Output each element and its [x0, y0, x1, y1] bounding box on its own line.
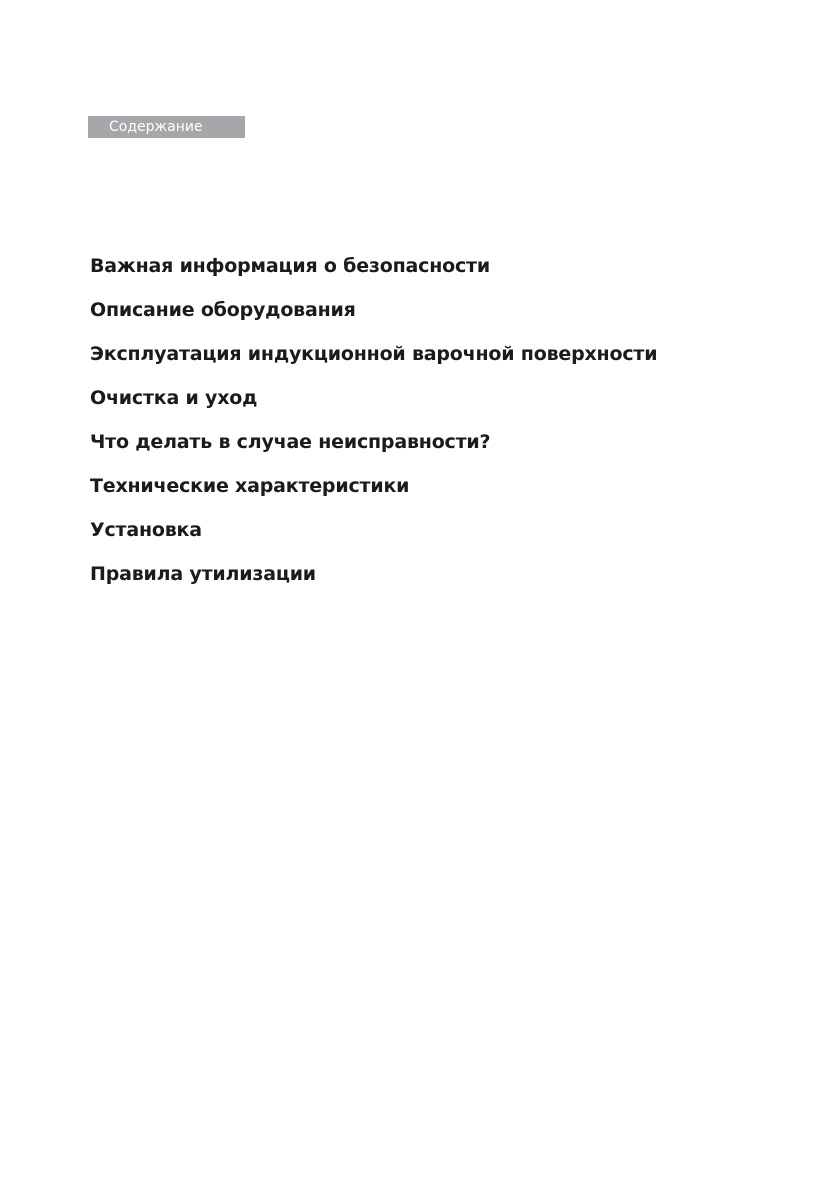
toc-item-installation[interactable]: Установка: [90, 519, 202, 541]
table-of-contents: [90, 252, 657, 604]
toc-item-equipment-description[interactable]: Описание оборудования: [90, 299, 356, 321]
toc-item-cleaning[interactable]: Очистка и уход: [90, 387, 258, 409]
toc-item-disposal[interactable]: Правила утилизации: [90, 563, 316, 585]
toc-item-safety[interactable]: Важная информация о безопасности: [90, 255, 490, 277]
section-tab-label: Содержание: [109, 119, 203, 135]
toc-item-specifications[interactable]: Технические характеристики: [90, 475, 410, 497]
toc-item-operation[interactable]: Эксплуатация индукционной варочной поверхности: [90, 343, 658, 365]
toc-item-troubleshooting[interactable]: Что делать в случае неисправности?: [90, 431, 491, 453]
section-tab-contents: [88, 116, 245, 138]
